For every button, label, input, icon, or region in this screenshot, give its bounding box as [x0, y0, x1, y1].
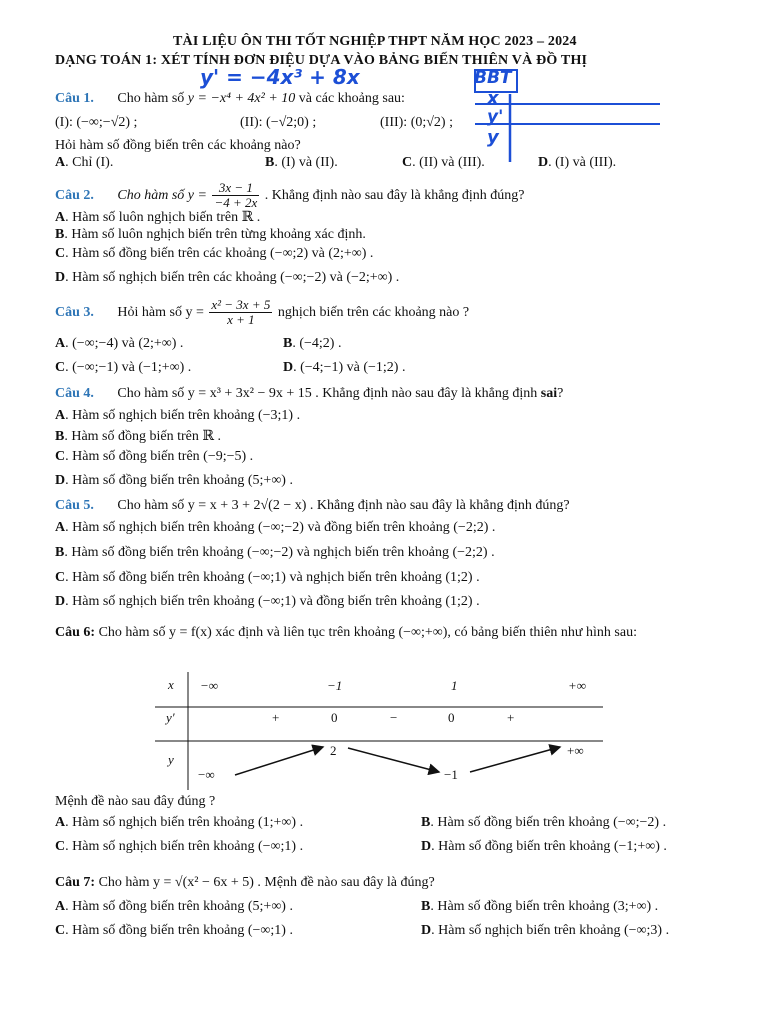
q2-b-letter: B [55, 227, 65, 242]
arrow-increasing-1 [235, 747, 323, 775]
q3-stem-post: nghịch biến trên các khoảng nào ? [277, 305, 470, 320]
q3-a-text: . (−∞;−4) và (2;+∞) . [65, 336, 184, 351]
q3-label: Câu 3. [55, 305, 94, 320]
table-sign-minus: − [390, 710, 398, 725]
q1-b-letter: B [265, 155, 275, 170]
table-x-minus-one: −1 [327, 678, 343, 693]
q1-stem [55, 90, 405, 108]
q5-d-letter: D [55, 594, 66, 609]
q4-b-text: . Hàm số đồng biến trên ℝ . [64, 429, 222, 444]
table-y-max: 2 [330, 743, 337, 758]
table-zero-2: 0 [448, 710, 455, 725]
handwritten-y: y [487, 127, 499, 148]
q4-stem-bold: sai [540, 386, 558, 401]
q2-option-a [55, 209, 260, 227]
arrow-increasing-2 [470, 747, 560, 772]
q7-stem-text: Cho hàm y = √(x² − 6x + 5) . Mệnh đề nào sau đây là đúng? [98, 875, 435, 890]
q5-option-b [55, 544, 495, 562]
q5-stem-text: Cho hàm số y = x + 3 + 2√(2 − x) . Khẳng định nào sau đây là khẳng định đúng? [117, 498, 570, 513]
q1-label: Câu 1. [55, 91, 94, 106]
q4-c-text: . Hàm số đồng biến trên (−9;−5) . [65, 449, 254, 464]
q3-numerator: x² − 3x + 5 [211, 297, 271, 313]
q6-a-letter: A [55, 815, 66, 830]
q1-question: Hỏi hàm số đồng biến trên các khoảng nào? [55, 138, 301, 153]
q1-c-letter: C [402, 155, 413, 170]
q4-stem-pre: Cho hàm số y = x³ + 3x² − 9x + 15 . Khẳng định nào sau đây là khẳng định [117, 386, 538, 401]
q6-stem-text: Cho hàm số y = f(x) xác định và liên tục trên khoảng (−∞;+∞), có bảng biến thiên như hình sau: [98, 625, 637, 640]
q4-option-a [55, 407, 300, 425]
q1-stem-post: và các khoảng sau: [298, 91, 405, 106]
q3-b-letter: B [283, 336, 293, 351]
q1-option-a [55, 154, 113, 172]
q6-a-text: . Hàm số nghịch biến trên khoảng (1;+∞) . [65, 815, 304, 830]
q7-option-c [55, 922, 293, 940]
table-yp-label: y′ [166, 710, 175, 725]
q4-a-text: . Hàm số nghịch biến trên khoảng (−3;1) . [65, 408, 301, 423]
q3-stem-pre: Hỏi hàm số y = [117, 305, 204, 320]
q3-d-text: . (−4;−1) và (−1;2) . [293, 360, 406, 375]
q5-b-letter: B [55, 545, 65, 560]
q1-option-d [538, 154, 616, 172]
q6-b-letter: B [421, 815, 431, 830]
q5-d-text: . Hàm số nghịch biến trên khoảng (−∞;1) và đồng biến trên khoảng (1;2) . [65, 594, 480, 609]
q7-stem [55, 874, 435, 892]
table-y-end: +∞ [567, 743, 584, 758]
q5-option-a [55, 519, 495, 537]
q1-c-text: . (II) và (III). [412, 155, 485, 170]
document-title: TÀI LIỆU ÔN THI TỐT NGHIỆP THPT NĂM HỌC 2023 – 2024 [173, 34, 577, 49]
q1-interval-1: (I): (−∞;−√2) ; [55, 115, 138, 130]
arrow-decreasing [348, 748, 439, 772]
q6-question: Mệnh đề nào sau đây đúng ? [55, 794, 216, 809]
q4-d-letter: D [55, 473, 66, 488]
q7-d-text: . Hàm số nghịch biến trên khoảng (−∞;3) . [431, 923, 670, 938]
q3-a-letter: A [55, 336, 66, 351]
q4-label: Câu 4. [55, 386, 94, 401]
q4-option-b [55, 428, 221, 446]
q6-d-text: . Hàm số đồng biến trên khoảng (−1;+∞) . [431, 839, 667, 854]
q7-label: Câu 7: [55, 875, 96, 890]
q3-fraction [209, 298, 272, 327]
q6-c-text: . Hàm số nghịch biến trên khoảng (−∞;1) . [65, 839, 304, 854]
q6-d-letter: D [421, 839, 432, 854]
q5-option-d [55, 593, 480, 611]
q3-d-letter: D [283, 360, 294, 375]
variation-table [155, 672, 603, 790]
q1-d-letter: D [538, 155, 549, 170]
q4-d-text: . Hàm số đồng biến trên khoảng (5;+∞) . [65, 473, 293, 488]
table-y-label: y [168, 752, 174, 767]
q5-c-text: . Hàm số đồng biến trên khoảng (−∞;1) và nghịch biến trên khoảng (1;2) . [65, 570, 480, 585]
q5-label: Câu 5. [55, 498, 94, 513]
q4-option-d [55, 472, 293, 490]
handwritten-y-prime: y' [487, 107, 504, 127]
table-x-neg-inf: −∞ [200, 678, 219, 693]
q5-option-c [55, 569, 480, 587]
q7-option-b [421, 898, 658, 916]
handwritten-x: x [487, 88, 499, 109]
q4-c-letter: C [55, 449, 66, 464]
q2-stem-post: . Khẳng định nào sau đây là khẳng định đúng? [264, 188, 525, 203]
q1-option-c [402, 154, 485, 172]
q6-option-d [421, 838, 667, 856]
variation-table-lines [155, 672, 603, 790]
q2-b-text: . Hàm số luôn nghịch biến trên từng khoảng xác định. [64, 227, 366, 242]
q6-c-letter: C [55, 839, 66, 854]
q3-option-d [283, 359, 405, 377]
q5-a-text: . Hàm số nghịch biến trên khoảng (−∞;−2) và đồng biến trên khoảng (−2;2) . [65, 520, 496, 535]
q6-option-a [55, 814, 303, 832]
q2-c-text: . Hàm số đồng biến trên các khoảng (−∞;2) và (2;+∞) . [65, 246, 374, 261]
q2-stem-pre: Cho hàm số y = [117, 188, 207, 203]
q7-a-text: . Hàm số đồng biến trên khoảng (5;+∞) . [65, 899, 293, 914]
q3-stem [55, 298, 469, 328]
q4-option-c [55, 448, 253, 466]
q5-c-letter: C [55, 570, 66, 585]
q3-c-text: . (−∞;−1) và (−1;+∞) . [65, 360, 192, 375]
q2-option-d [55, 269, 399, 287]
q5-stem [55, 497, 570, 515]
table-x-pos-inf: +∞ [568, 678, 587, 693]
q6-option-b [421, 814, 666, 832]
q3-option-b [283, 335, 341, 353]
q7-b-letter: B [421, 899, 431, 914]
q7-a-letter: A [55, 899, 66, 914]
q1-option-b [265, 154, 338, 172]
q2-a-text: . Hàm số luôn nghịch biến trên ℝ . [65, 210, 261, 225]
table-y-min: −1 [444, 767, 458, 782]
table-x-one: 1 [451, 678, 458, 693]
q2-option-c [55, 245, 373, 263]
q5-b-text: . Hàm số đồng biến trên khoảng (−∞;−2) và nghịch biến trên khoảng (−2;2) . [64, 545, 495, 560]
q7-c-letter: C [55, 923, 66, 938]
q7-option-a [55, 898, 293, 916]
handwritten-derivative: y' = −4x³ + 8x [200, 65, 360, 89]
q1-a-text: . Chỉ (I). [65, 155, 114, 170]
q2-numerator: 3x − 1 [212, 181, 259, 196]
q2-d-text: . Hàm số nghịch biến trên các khoảng (−∞;−2) và (−2;+∞) . [65, 270, 400, 285]
q1-d-text: . (I) và (III). [548, 155, 617, 170]
q6-label: Câu 6: [55, 625, 96, 640]
q7-d-letter: D [421, 923, 432, 938]
q4-b-letter: B [55, 429, 65, 444]
q7-option-d [421, 922, 669, 940]
q7-b-text: . Hàm số đồng biến trên khoảng (3;+∞) . [430, 899, 659, 914]
table-x-label: x [168, 677, 174, 692]
q1-a-letter: A [55, 155, 66, 170]
table-zero-1: 0 [331, 710, 338, 725]
q6-stem [55, 624, 637, 642]
q4-stem-end: ? [557, 386, 564, 401]
q2-fraction [212, 181, 259, 210]
q2-d-letter: D [55, 270, 66, 285]
q7-c-text: . Hàm số đồng biến trên khoảng (−∞;1) . [65, 923, 293, 938]
q1-stem-pre: Cho hàm số [117, 91, 185, 106]
q1-interval-3: (III): (0;√2) ; [380, 115, 453, 130]
q3-denominator: x + 1 [227, 312, 255, 328]
q1-interval-2: (II): (−√2;0) ; [240, 115, 317, 130]
q3-option-a [55, 335, 183, 353]
q6-option-c [55, 838, 303, 856]
q3-option-c [55, 359, 191, 377]
document-subtitle: DẠNG TOÁN 1: XÉT TÍNH ĐƠN ĐIỆU DỰA VÀO BẢNG BIẾN THIÊN VÀ ĐỒ THỊ [55, 53, 588, 68]
q6-b-text: . Hàm số đồng biến trên khoảng (−∞;−2) . [430, 815, 667, 830]
table-sign-plus-2: + [507, 710, 515, 725]
handwritten-bbt: BBT [474, 68, 512, 88]
q2-c-letter: C [55, 246, 66, 261]
q4-stem [55, 385, 563, 403]
q2-stem [55, 181, 525, 211]
q3-c-letter: C [55, 360, 66, 375]
q1-b-text: . (I) và (II). [274, 155, 338, 170]
q4-a-letter: A [55, 408, 66, 423]
q2-option-b [55, 226, 366, 244]
q5-a-letter: A [55, 520, 66, 535]
q2-label: Câu 2. [55, 188, 94, 203]
table-y-start: −∞ [198, 767, 215, 782]
q1-function: y = −x⁴ + 4x² + 10 [187, 91, 296, 106]
q2-a-letter: A [55, 210, 66, 225]
table-sign-plus-1: + [272, 710, 280, 725]
q2-denominator: −4 + 2x [214, 195, 258, 211]
q3-b-text: . (−4;2) . [292, 336, 342, 351]
